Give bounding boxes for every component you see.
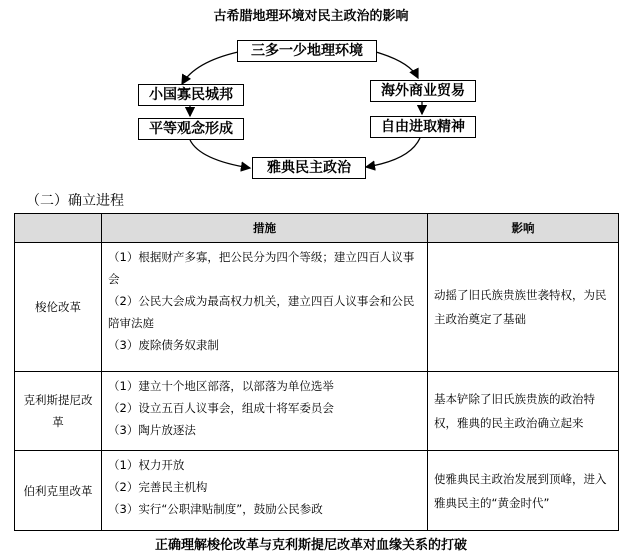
node-equality-concept: 平等观念形成 bbox=[138, 118, 244, 140]
node-athenian-democracy: 雅典民主政治 bbox=[252, 157, 366, 179]
measures-cell bbox=[102, 372, 428, 451]
measure-item: （3）陶片放逐法 bbox=[108, 423, 196, 437]
node-enterprising-spirit: 自由进取精神 bbox=[370, 116, 476, 138]
table-row bbox=[15, 243, 619, 372]
measure-item: （1）建立十个地区部落，以部落为单位选举 bbox=[108, 379, 334, 393]
measure-item: （3）实行“公职津贴制度”，鼓励公民参政 bbox=[108, 502, 323, 516]
section-heading: （二）确立进程 bbox=[26, 193, 124, 209]
node-overseas-trade: 海外商业贸易 bbox=[370, 80, 476, 102]
impact-cell: 使雅典民主政治发展到顶峰，进入雅典民主的“黄金时代” bbox=[428, 451, 619, 531]
measure-item: （3）废除债务奴隶制 bbox=[108, 338, 219, 352]
measures-cell bbox=[102, 243, 428, 372]
reform-name: 克利斯提尼改革 bbox=[15, 372, 102, 451]
node-small-city-states: 小国寡民城邦 bbox=[138, 84, 244, 106]
table-row bbox=[15, 451, 619, 531]
measure-item: （2）设立五百人议事会，组成十将军委员会 bbox=[108, 401, 334, 415]
node-geography: 三多一少地理环境 bbox=[237, 40, 377, 62]
measures-cell bbox=[102, 451, 428, 531]
reform-name: 伯利克里改革 bbox=[15, 451, 102, 531]
impact-cell: 基本铲除了旧氏族贵族的政治特权，雅典的民主政治确立起来 bbox=[428, 372, 619, 451]
footer-note: 正确理解梭伦改革与克利斯提尼改革对血缘关系的打破 bbox=[154, 538, 467, 553]
table-header-row bbox=[15, 214, 619, 243]
impact-cell: 动摇了旧氏族贵族世袭特权，为民主政治奠定了基础 bbox=[428, 243, 619, 372]
measure-item: （2）公民大会成为最高权力机关，建立四百人议事会和公民陪审法庭 bbox=[108, 294, 415, 330]
measure-item: （1）根据财产多寡，把公民分为四个等级；建立四百人议事会 bbox=[108, 250, 415, 286]
reform-name: 梭伦改革 bbox=[15, 243, 102, 372]
arrow-top-to-left bbox=[182, 52, 238, 84]
reform-table bbox=[14, 213, 619, 531]
header-measures: 措施 bbox=[102, 214, 428, 243]
arrow-right2-to-bottom bbox=[366, 138, 420, 167]
diagram-title: 古希腊地理环境对民主政治的影响 bbox=[213, 9, 409, 24]
header-reform bbox=[15, 214, 102, 243]
measure-item: （2）完善民主机构 bbox=[108, 480, 208, 494]
table-row bbox=[15, 372, 619, 451]
arrow-left2-to-bottom bbox=[190, 140, 250, 168]
measure-item: （1）权力开放 bbox=[108, 458, 185, 472]
header-impact: 影响 bbox=[428, 214, 619, 243]
arrow-top-to-right bbox=[376, 52, 418, 78]
